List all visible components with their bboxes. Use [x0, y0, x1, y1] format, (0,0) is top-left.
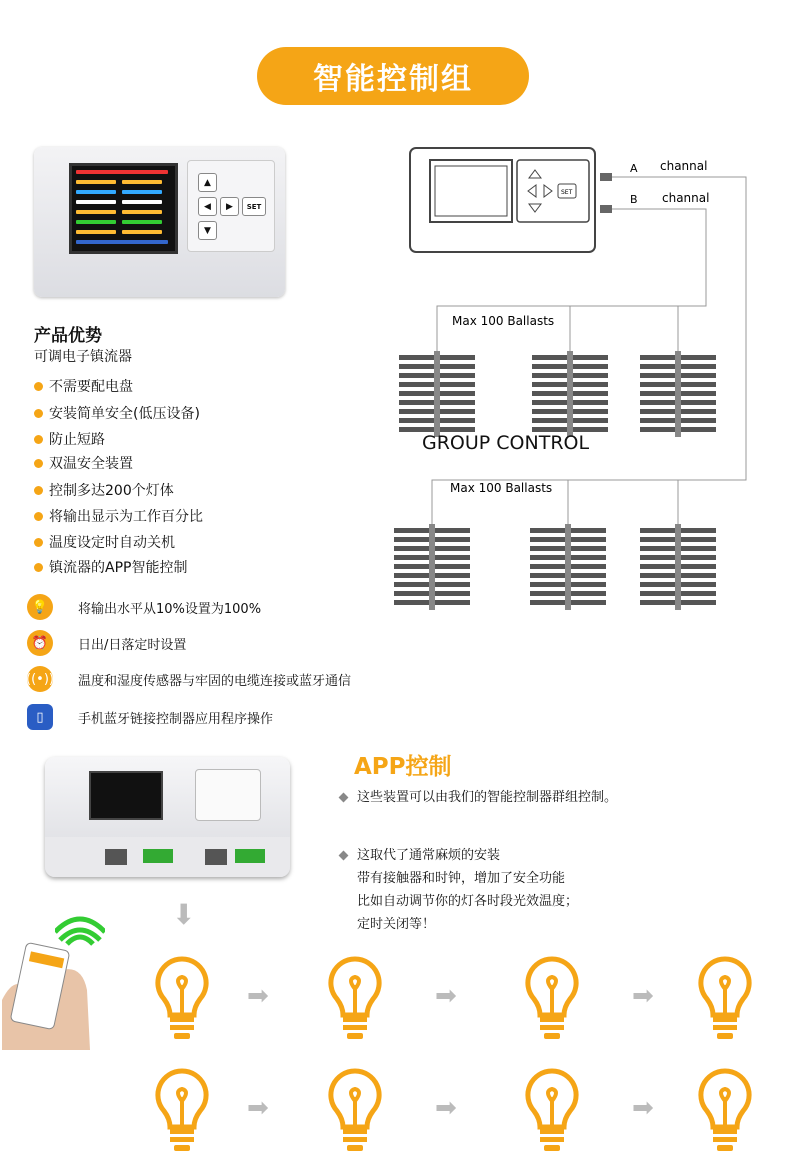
left-key: ◀	[198, 197, 217, 216]
icon-feature-row: ((•)) 温度和湿度传感器与牢固的电缆连接或蓝牙通信	[27, 666, 351, 692]
screen-line	[122, 220, 162, 224]
feature-item: 安装简单安全(低压设备)	[34, 403, 200, 423]
app-description-1: 这些装置可以由我们的智能控制器群组控制。	[340, 786, 617, 809]
screen-line	[76, 180, 116, 184]
bulb-icon: 💡	[27, 594, 53, 620]
ballast-stack	[640, 524, 716, 610]
lightbulb-icon	[152, 955, 212, 1045]
right-arrow-icon: ➡	[632, 981, 654, 1011]
ballast-stack	[532, 351, 608, 437]
app-description-4: 比如自动调节你的灯各时段光效温度；	[357, 894, 579, 909]
ballast-stack	[530, 524, 606, 610]
lightbulb-icon	[152, 1067, 212, 1157]
ballast-stack	[394, 524, 470, 610]
app-description-3: 带有接触器和时钟，增加了安全功能	[357, 871, 566, 886]
bullet-icon	[34, 563, 43, 572]
right-key: ▶	[220, 197, 239, 216]
set-key: SET	[242, 197, 266, 216]
feature-item: 双温安全装置	[34, 453, 133, 473]
device-keypad	[187, 160, 275, 252]
tablet-icon: ▯	[27, 704, 53, 730]
lightbulb-icon	[325, 955, 385, 1045]
device-screen	[69, 163, 178, 254]
right-arrow-icon: ➡	[435, 1093, 457, 1123]
screen-line	[122, 200, 162, 204]
feature-item: 将输出显示为工作百分比	[34, 506, 203, 526]
svg-text:channal: channal	[662, 191, 710, 205]
icon-feature-row: 💡 将输出水平从10%设置为100%	[27, 594, 261, 620]
right-arrow-icon: ➡	[247, 981, 269, 1011]
up-key: ▲	[198, 173, 217, 192]
title-banner	[257, 47, 529, 105]
controller-box-image	[45, 757, 290, 877]
svg-text:channal: channal	[660, 159, 708, 173]
bullet-icon	[34, 382, 43, 391]
svg-text:A: A	[630, 162, 638, 175]
lightbulb-icon	[522, 955, 582, 1045]
lightbulb-icon	[522, 1067, 582, 1157]
wifi-signal-icon	[55, 910, 105, 946]
features-subheading: 可调电子镇流器	[34, 349, 132, 365]
screen-line	[76, 240, 168, 244]
group-control-title: GROUP CONTROL	[422, 432, 590, 454]
screen-line	[122, 210, 162, 214]
screen-line	[122, 180, 162, 184]
ballast-spine	[567, 351, 573, 437]
down-arrow-icon: ⬇	[172, 898, 196, 931]
right-arrow-icon: ➡	[632, 1093, 654, 1123]
feature-item: 镇流器的APP智能控制	[34, 557, 187, 577]
screen-line	[122, 190, 162, 194]
lightbulb-icon	[325, 1067, 385, 1157]
alarm-clock-icon: ⏰	[27, 630, 53, 656]
bullet-icon	[34, 486, 43, 495]
ballast-spine	[675, 351, 681, 437]
svg-text:SET: SET	[561, 189, 573, 196]
icon-feature-row: ⏰ 日出/日落定时设置	[27, 630, 186, 656]
screen-line	[76, 210, 116, 214]
app-title: APP控制	[354, 754, 452, 780]
page-title: 智能控制组	[313, 62, 473, 97]
lightbulb-icon	[695, 1067, 755, 1157]
bullet-icon	[34, 409, 43, 418]
screen-line	[76, 170, 168, 174]
terminal-block-icon	[143, 849, 173, 863]
box-screen	[89, 771, 163, 820]
screen-line	[76, 190, 116, 194]
diamond-bullet-icon	[339, 851, 349, 861]
ballast-spine	[434, 351, 440, 437]
right-arrow-icon: ➡	[435, 981, 457, 1011]
ballast-spine	[675, 524, 681, 610]
app-description-2: 这取代了通常麻烦的安装	[340, 844, 500, 867]
bullet-icon	[34, 459, 43, 468]
feature-item: 防止短路	[34, 429, 105, 449]
screen-line	[122, 230, 162, 234]
features-heading: 产品优势	[34, 326, 102, 346]
diagram-screen-inner	[435, 166, 507, 216]
down-key: ▼	[198, 221, 217, 240]
bullet-icon	[34, 435, 43, 444]
feature-item: 温度设定时自动关机	[34, 532, 175, 552]
ballast-spine	[429, 524, 435, 610]
plug-a-icon	[600, 173, 612, 181]
wireless-icon: ((•))	[27, 666, 53, 692]
terminal-block-icon	[235, 849, 265, 863]
phone-in-hand-image	[2, 940, 90, 1050]
rj45-port-icon	[205, 849, 227, 865]
wiring-diagram	[380, 140, 780, 610]
bullet-icon	[34, 512, 43, 521]
screen-line	[76, 220, 116, 224]
screen-line	[76, 230, 116, 234]
rj45-port-icon	[105, 849, 127, 865]
ballast-stack	[640, 351, 716, 437]
screen-line	[76, 200, 116, 204]
feature-item: 控制多达200个灯体	[34, 480, 174, 500]
box-keypad	[195, 769, 261, 821]
right-arrow-icon: ➡	[247, 1093, 269, 1123]
diamond-bullet-icon	[339, 793, 349, 803]
plug-b-icon	[600, 205, 612, 213]
lightbulb-icon	[695, 955, 755, 1045]
svg-text:Max 100 Ballasts: Max 100 Ballasts	[452, 314, 555, 328]
bullet-icon	[34, 538, 43, 547]
svg-text:B: B	[630, 193, 638, 206]
icon-feature-row: ▯ 手机蓝牙链接控制器应用程序操作	[27, 704, 273, 730]
ballast-stack	[399, 351, 475, 437]
feature-item: 不需要配电盘	[34, 376, 133, 396]
ballast-spine	[565, 524, 571, 610]
svg-text:Max 100 Ballasts: Max 100 Ballasts	[450, 481, 553, 495]
app-description-5: 定时关闭等！	[357, 917, 436, 932]
